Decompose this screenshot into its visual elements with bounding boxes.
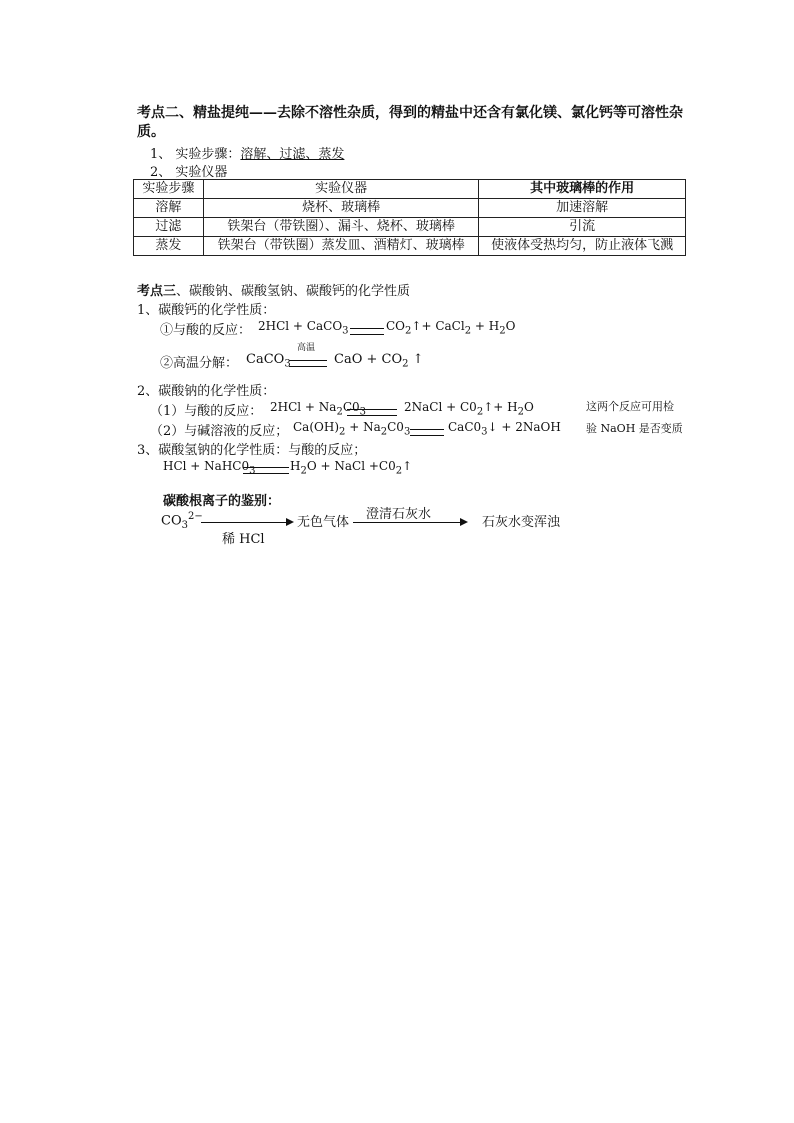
caco3-reaction1-reactants (258, 319, 349, 336)
subscript: 3 (342, 325, 349, 337)
reagent-limewater: 澄清石灰水 (366, 507, 432, 522)
table-cell: 过滤 (134, 218, 204, 237)
product: O (523, 400, 534, 414)
caco3-title: 1、碳酸钙的化学性质： (137, 303, 276, 318)
ion: CO (161, 513, 182, 529)
limewater-result: 石灰水变浑浊 (482, 515, 561, 530)
side-note-line2: 验 NaOH 是否变质 (586, 422, 683, 435)
gas-arrow: ↑ (412, 352, 424, 367)
nahco3-products (290, 459, 412, 476)
table-cell: 加速溶解 (479, 199, 686, 218)
arrow2-line (353, 522, 461, 523)
carbonate-ion (161, 511, 203, 531)
arrow2-head (460, 518, 468, 526)
subscript: 2 (464, 325, 472, 337)
table-header-cell: 实验步骤 (134, 180, 204, 199)
colorless-gas: 无色气体 (297, 515, 350, 530)
table-cell: 使液体受热均匀，防止液体飞溅 (479, 237, 686, 256)
equals-sign (347, 409, 397, 416)
subscript: 2 (517, 406, 524, 418)
subscript: 3 (359, 406, 367, 418)
reactants: C0 (387, 420, 404, 434)
step1-value: 溶解、过滤、蒸发 (240, 147, 345, 162)
subscript: 2 (339, 426, 346, 438)
table-header-cell: 实验仪器 (203, 180, 478, 199)
reagent-dilute-hcl: 稀 HCl (222, 532, 265, 547)
side-note-line1: 这两个反应可用检 (586, 400, 674, 413)
reactants: C0 (342, 400, 360, 414)
subscript: 2 (336, 406, 343, 418)
arrow1-head (286, 518, 294, 526)
subscript: 3 (249, 465, 256, 477)
subscript: 2 (300, 465, 307, 477)
subscript: 3 (284, 358, 291, 370)
table-cell: 铁架台（带铁圈）蒸发皿、酒精灯、玻璃棒 (203, 237, 478, 256)
section3-heading-rest: 、碳酸钠、碳酸氢钠、碳酸钙的化学性质 (176, 284, 411, 299)
product: ↑ (402, 459, 413, 473)
section3-heading (137, 280, 410, 299)
step1-line (150, 143, 344, 162)
table-row (134, 218, 686, 237)
subscript: 2 (380, 426, 388, 438)
step2-label: 2、 实验仪器 (150, 165, 228, 180)
section2-heading: 考点二、精盐提纯——去除不溶性杂质，得到的精盐中还含有氯化镁、氯化钙等可溶性杂 (137, 105, 683, 121)
product: CO (386, 319, 406, 333)
nahco3-reactants (163, 459, 255, 476)
product: + H (474, 319, 500, 333)
superscript: 2− (187, 511, 203, 522)
product: CaC0 (448, 420, 482, 434)
subscript: 2 (499, 325, 506, 337)
subscript: 2 (476, 406, 484, 418)
subscript: 2 (395, 465, 403, 477)
equals-sign (289, 360, 327, 367)
subscript: 3 (481, 426, 488, 438)
step1-label: 1、 实验步骤： (150, 147, 241, 162)
product: 2NaCl + C0 (404, 400, 477, 414)
caco3-reaction1-products (386, 319, 515, 336)
table-header-row (134, 180, 686, 199)
table-row (134, 237, 686, 256)
table-cell: 烧杯、玻璃棒 (203, 199, 478, 218)
table-row (134, 199, 686, 218)
equals-sign (243, 465, 289, 477)
na2co3-title: 2、碳酸钠的化学性质： (137, 384, 276, 399)
reactants: 2HCl + Na (270, 400, 337, 414)
arrow1-line (201, 522, 287, 523)
equals-sign (410, 429, 444, 436)
product: CaO + CO (334, 352, 403, 367)
reactants: HCl + NaHC0 (163, 459, 250, 473)
caco3-reaction2-label: ②高温分解： (160, 356, 239, 371)
caco3-reaction2-reactant (246, 352, 291, 370)
na2co3-reaction2-reactants (293, 420, 410, 437)
product: H (290, 459, 301, 473)
section2-heading-cont: 质。 (137, 124, 165, 140)
subscript: 3 (403, 426, 411, 438)
table-cell: 蒸发 (134, 237, 204, 256)
table-cell: 引流 (479, 218, 686, 237)
section3-heading-bold: 考点三 (137, 284, 177, 299)
product: ↓ + 2NaOH (487, 420, 561, 434)
condition-label: 高温 (297, 343, 316, 353)
reactant: CaCO (246, 352, 285, 367)
table-cell: 铁架台（带铁圈）、漏斗、烧杯、玻璃棒 (203, 218, 478, 237)
table-header-cell: 其中玻璃棒的作用 (479, 180, 686, 199)
na2co3-reaction2-label: （2）与碱溶液的反应； (150, 424, 289, 439)
equals-sign (350, 328, 384, 335)
na2co3-reaction1-products (404, 400, 534, 417)
subscript: 2 (402, 358, 409, 370)
subscript: 2 (405, 325, 412, 337)
nahco3-title: 3、碳酸氢钠的化学性质：与酸的反应； (137, 443, 367, 458)
na2co3-reaction2-products (448, 420, 561, 437)
product: O (505, 319, 516, 333)
table-cell: 溶解 (134, 199, 204, 218)
product: O + NaCl +C0 (306, 459, 396, 473)
subscript: 3 (181, 519, 188, 531)
reactants: + Na (349, 420, 381, 434)
identification-title: 碳酸根离子的鉴别： (163, 494, 281, 509)
apparatus-table (133, 179, 686, 256)
reactants: Ca(OH) (293, 420, 340, 434)
reactants: 2HCl + CaCO (258, 319, 343, 333)
na2co3-reaction1-label: （1）与酸的反应： (150, 404, 263, 419)
product: ↑+ H (483, 400, 518, 414)
caco3-reaction2-products (334, 352, 424, 370)
product: ↑+ CaCl (411, 319, 465, 333)
caco3-reaction1-label: ①与酸的反应： (160, 323, 252, 338)
